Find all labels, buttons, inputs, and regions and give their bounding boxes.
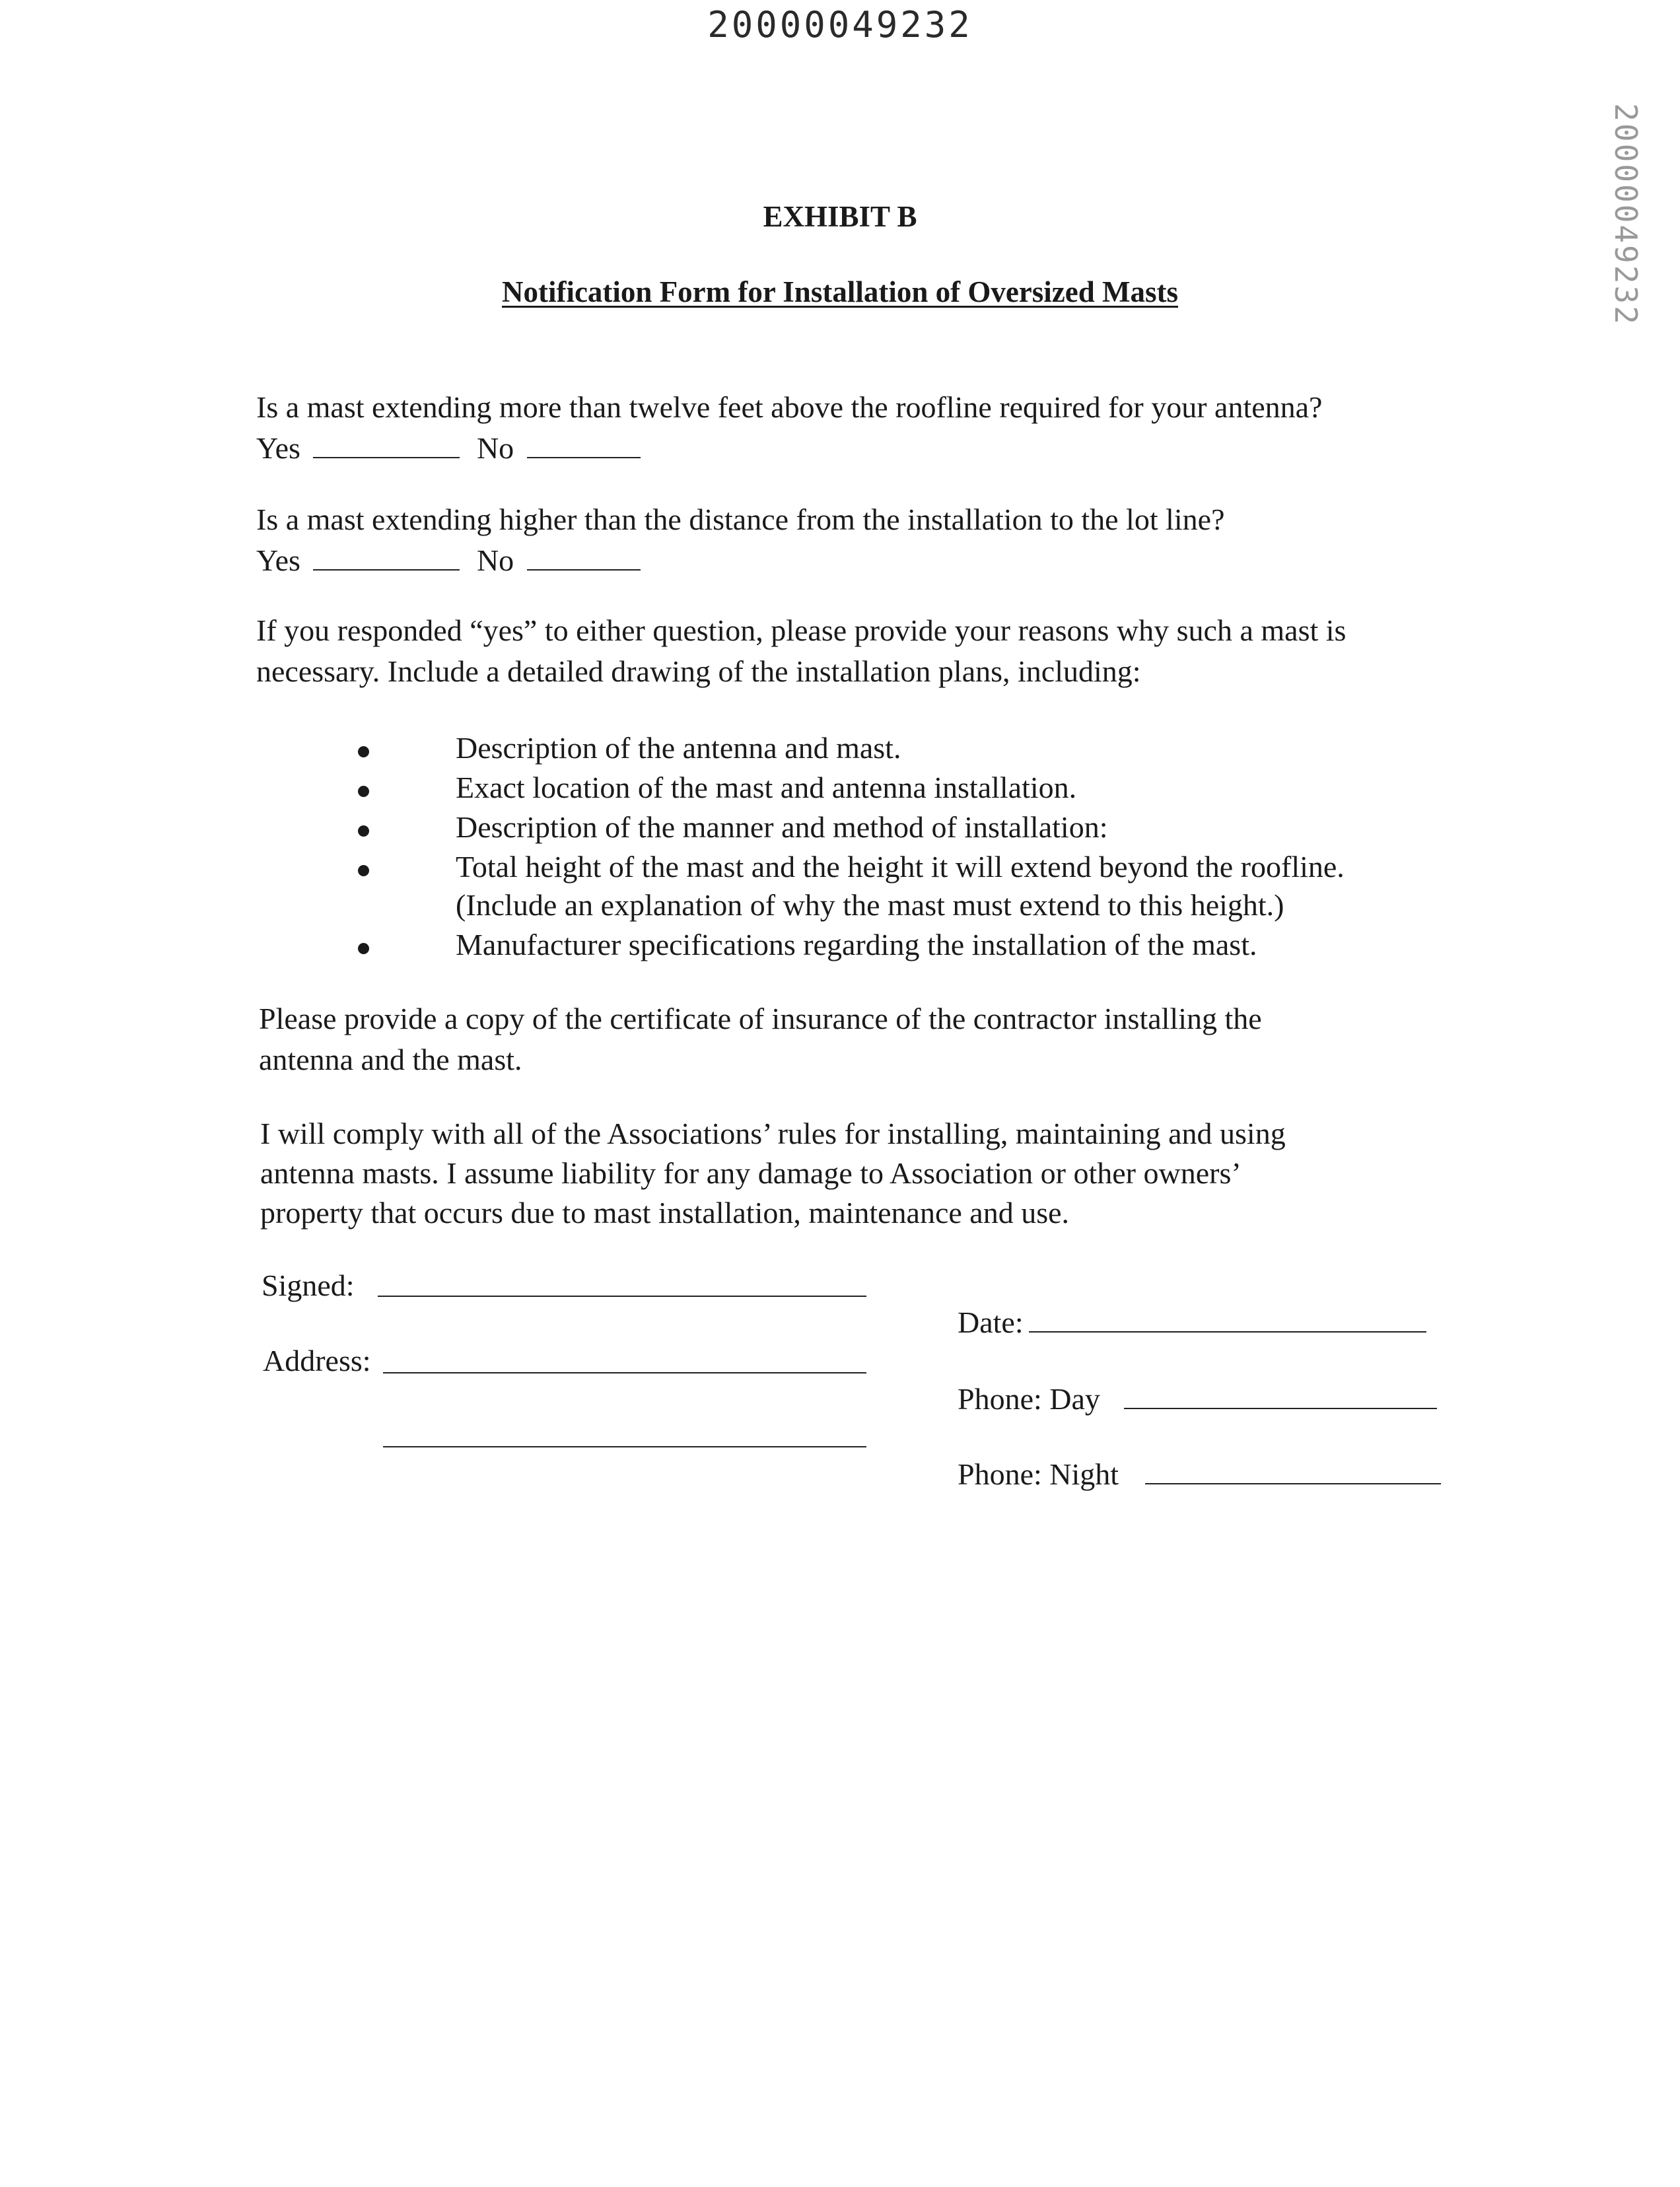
bullet-item-3: Description of the manner and method of installation: xyxy=(456,810,1108,844)
signed-line[interactable] xyxy=(378,1296,866,1297)
instructions-line-1: If you responded “yes” to either question, please provide your reasons why such a mast is xyxy=(256,613,1347,647)
address-line-1[interactable] xyxy=(383,1372,866,1373)
bullet-icon xyxy=(358,746,369,757)
question-2-text: Is a mast extending higher than the distance from the installation to the lot line? xyxy=(256,503,1225,536)
instructions-line-2: necessary. Include a detailed drawing of the installation plans, including: xyxy=(256,654,1141,688)
side-stamp-text: 20000049232 xyxy=(1608,103,1644,326)
phone-night-label: Phone: Night xyxy=(958,1457,1119,1491)
address-line-2[interactable] xyxy=(383,1446,866,1447)
question-2-answers xyxy=(256,540,641,581)
exhibit-heading: EXHIBIT B xyxy=(763,200,917,233)
question-1-yes-label: Yes xyxy=(256,431,300,465)
compliance-line-1: I will comply with all of the Associations’ rules for installing, maintaining and using xyxy=(260,1117,1286,1150)
date-line[interactable] xyxy=(1029,1331,1426,1333)
phone-day-line[interactable] xyxy=(1124,1408,1437,1409)
phone-day-label: Phone: Day xyxy=(958,1382,1100,1416)
question-1-answers xyxy=(256,428,641,469)
question-2-no-label: No xyxy=(476,543,514,577)
bullet-item-4-continuation: (Include an explanation of why the mast must extend to this height.) xyxy=(456,888,1284,922)
question-1-no-label: No xyxy=(476,431,514,465)
bullet-item-5: Manufacturer specifications regarding the installation of the mast. xyxy=(456,928,1257,961)
phone-night-line[interactable] xyxy=(1145,1483,1441,1484)
insurance-line-1: Please provide a copy of the certificate of insurance of the contractor installing the xyxy=(259,1002,1262,1035)
form-title: Notification Form for Installation of Oversized Masts xyxy=(501,275,1178,308)
bullet-item-2: Exact location of the mast and antenna installation. xyxy=(456,771,1077,804)
question-1-yes-blank[interactable] xyxy=(313,431,460,458)
bullet-item-1: Description of the antenna and mast. xyxy=(456,731,901,765)
question-1-text: Is a mast extending more than twelve feet above the roofline required for your antenna? xyxy=(256,390,1323,424)
bullet-icon xyxy=(358,825,369,837)
question-2-yes-label: Yes xyxy=(256,543,300,577)
question-2-yes-blank[interactable] xyxy=(313,543,460,571)
question-2-no-blank[interactable] xyxy=(527,543,641,571)
signed-label: Signed: xyxy=(262,1268,355,1302)
bullet-icon xyxy=(358,786,369,797)
bullet-icon xyxy=(358,943,369,954)
compliance-line-2: antenna masts. I assume liability for any damage to Association or other owners’ xyxy=(260,1156,1242,1190)
insurance-line-2: antenna and the mast. xyxy=(259,1043,522,1076)
question-1-no-blank[interactable] xyxy=(527,431,641,458)
bullet-icon xyxy=(358,865,369,876)
address-label: Address: xyxy=(263,1344,371,1377)
bullet-item-4: Total height of the mast and the height it will extend beyond the roofline. xyxy=(456,850,1345,884)
compliance-line-3: property that occurs due to mast installation, maintenance and use. xyxy=(260,1196,1070,1230)
date-label: Date: xyxy=(958,1305,1024,1339)
document-number: 20000049232 xyxy=(707,4,973,46)
